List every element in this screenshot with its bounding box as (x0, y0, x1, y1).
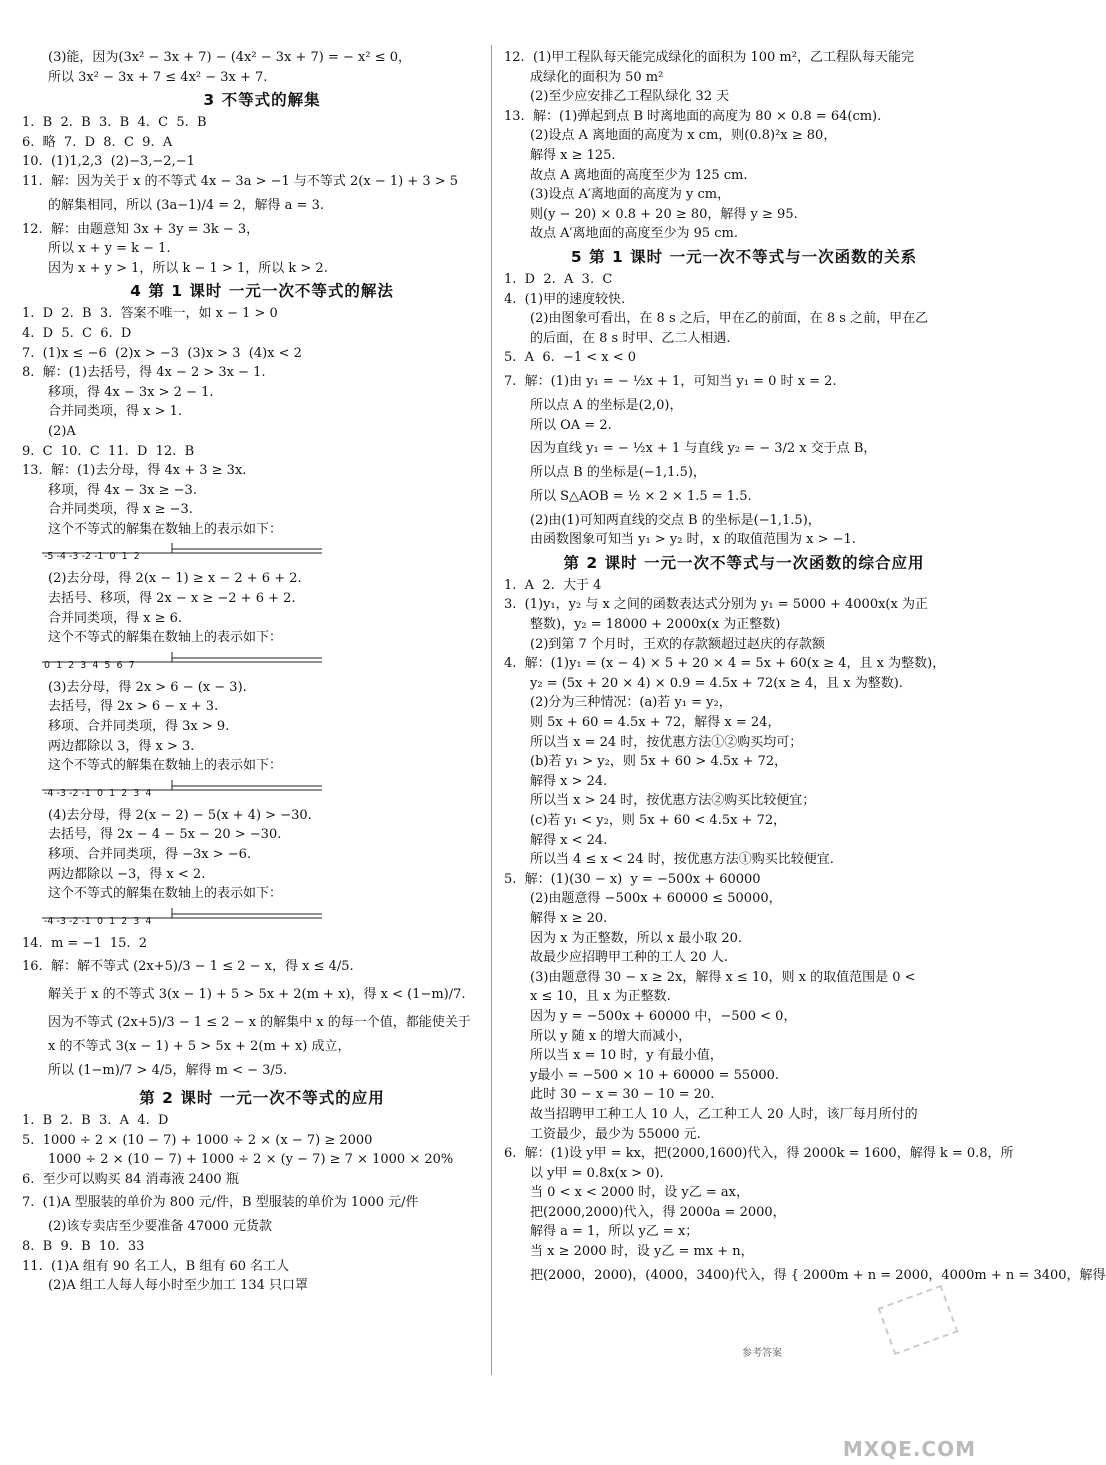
answer-line: 两边都除以 −3，得 x < 2. (48, 866, 206, 882)
answer-line: (3)去分母，得 2x > 6 − (x − 3). (48, 679, 247, 695)
left-column (22, 48, 502, 1296)
answer-line: 所以当 x = 24 时，按优惠方法①②购买均可； (530, 734, 803, 750)
answer-line: 的解集相同，所以 (3a−1)/4 = 2，解得 a = 3. (48, 197, 324, 213)
answer-line: 解得 x ≥ 125. (530, 147, 616, 163)
answer-line: 4. D 5. C 6. D (22, 325, 132, 341)
number-line (22, 650, 502, 676)
right-column (504, 48, 1106, 1290)
answer-line: 1000 ÷ 2 × (10 − 7) + 1000 ÷ 2 × (y − 7) ≥ 7 × 1000 × 20% (48, 1152, 454, 1168)
answer-line: 6. 略 7. D 8. C 9. A (22, 134, 173, 150)
answer-line: 所以 (1−m)/7 > 4/5，解得 m < − 3/5. (48, 1062, 288, 1078)
answer-line: y₂ = (5x + 20 × 4) × 0.9 = 4.5x + 72(x ≥ 4，且 x 为整数). (530, 675, 903, 691)
answer-line: 1. A 2. 大于 4 (504, 577, 602, 593)
answer-line: 合并同类项，得 x ≥ −3. (48, 502, 193, 518)
answer-line: 所以点 A 的坐标是(2,0)， (530, 397, 683, 413)
answer-line: (2)到第 7 个月时，王欢的存款额超过赵庆的存款额 (530, 636, 825, 652)
section-heading: 3 不等式的解集 (203, 91, 321, 110)
answer-line: 所以当 x = 10 时，y 有最小值， (530, 1048, 723, 1064)
answer-line: 当 0 < x < 2000 时，设 y乙 = ax， (530, 1185, 749, 1201)
answer-line: 5. 1000 ÷ 2 × (10 − 7) + 1000 ÷ 2 × (x − 7) ≥ 2000 (22, 1132, 373, 1148)
answer-line: 7. (1)x ≤ −6 (2)x > −3 (3)x > 3 (4)x < 2 (22, 345, 302, 361)
answer-line: (2)该专卖店至少要准备 47000 元货款 (48, 1219, 273, 1235)
answer-line: 移项、合并同类项，得 3x > 9. (48, 719, 230, 735)
answer-line: 解得 x ≥ 20. (530, 910, 608, 926)
answer-line: 合并同类项，得 x ≥ 6. (48, 610, 183, 626)
answer-line: 12. 解：由题意知 3x + 3y = 3k − 3， (22, 221, 260, 237)
answer-line: 这个不等式的解集在数轴上的表示如下： (48, 758, 283, 774)
answer-line: 以 y甲 = 0.8x(x > 0). (530, 1165, 664, 1181)
number-line (22, 778, 502, 804)
answer-line: 整数)，y₂ = 18000 + 2000x(x 为正整数) (530, 617, 781, 633)
answer-line: (2)至少应安排乙工程队绿化 32 天 (530, 89, 730, 105)
answer-line: 7. 解：(1)由 y₁ = − ½x + 1，可知当 y₁ = 0 时 x = 2. (504, 373, 837, 389)
answer-line: 这个不等式的解集在数轴上的表示如下： (48, 886, 283, 902)
number-line (22, 541, 502, 567)
answer-line: 1. B 2. B 3. B 4. C 5. B (22, 115, 207, 131)
answer-line: 这个不等式的解集在数轴上的表示如下： (48, 630, 283, 646)
answer-line: (3)设点 A′离地面的高度为 y cm， (530, 187, 731, 203)
answer-line: 移项，得 4x − 3x > 2 − 1. (48, 384, 214, 400)
answer-line: x 的不等式 3(x − 1) + 5 > 5x + 2(m + x) 成立， (48, 1039, 351, 1055)
answer-line: 把(2000,2000)代入，得 2000a = 2000， (530, 1204, 786, 1220)
answer-line: 16. 解：解不等式 (2x+5)/3 − 1 ≤ 2 − x，得 x ≤ 4/5. (22, 959, 354, 975)
answer-line: 所以 3x² − 3x + 7 ≤ 4x² − 3x + 7. (48, 69, 268, 85)
answer-line: 此时 30 − x = 30 − 10 = 20. (530, 1087, 715, 1103)
answer-line: (2)由(1)可知两直线的交点 B 的坐标是(−1,1.5)， (530, 512, 821, 528)
answer-line: 故当招聘甲工种工人 10 人，乙工种工人 20 人时，该厂每月所付的 (530, 1106, 918, 1122)
answer-line: 6. 至少可以购买 84 消毒液 2400 瓶 (22, 1171, 239, 1187)
footer-label: 参考答案 (742, 1348, 782, 1359)
answer-line: 4. (1)甲的速度较快. (504, 291, 626, 307)
answer-line: (3)由题意得 30 − x ≥ 2x，解得 x ≤ 10，则 x 的取值范围是 0 < (530, 969, 916, 985)
answer-line: 工资最少，最少为 55000 元. (530, 1126, 701, 1142)
answer-line: 所以 S△AOB = ½ × 2 × 1.5 = 1.5. (530, 488, 752, 504)
answer-line: 去括号，得 2x − 4 − 5x − 20 > −30. (48, 827, 282, 843)
answer-line: 因为不等式 (2x+5)/3 − 1 ≤ 2 − x 的解集中 x 的每一个值，都能使关于 (48, 1015, 471, 1031)
answer-line: (c)若 y₁ < y₂，则 5x + 60 < 4.5x + 72， (530, 813, 787, 828)
answer-line: 由函数图象可知当 y₁ > y₂ 时，x 的取值范围为 x > −1. (530, 532, 856, 548)
answer-line: 合并同类项，得 x > 1. (48, 404, 183, 420)
answer-line: 故点 A 离地面的高度至少为 125 cm. (530, 167, 748, 183)
answer-line: 两边都除以 3，得 x > 3. (48, 738, 195, 754)
answer-line: 13. 解：(1)去分母，得 4x + 3 ≥ 3x. (22, 463, 247, 479)
answer-line: 1. D 2. B 3. 答案不唯一，如 x − 1 > 0 (22, 306, 278, 322)
number-line-labels: 0 1 2 3 4 5 6 7 (44, 659, 135, 671)
answer-line: 移项、合并同类项，得 −3x > −6. (48, 847, 252, 862)
answer-line: 所以当 x > 24 时，按优惠方法②购买比较便宜； (530, 793, 816, 809)
answer-line: 7. (1)A 型服装的单价为 800 元/件，B 型服装的单价为 1000 元/件 (22, 1195, 419, 1211)
answer-line: 因为 x 为正整数，所以 x 最小取 20. (530, 930, 742, 946)
answer-line: 成绿化的面积为 50 m² (530, 69, 664, 85)
section-heading: 第 2 课时 一元一次不等式与一次函数的综合应用 (563, 553, 925, 572)
answer-line: (2)A (48, 423, 76, 439)
answer-line: 这个不等式的解集在数轴上的表示如下： (48, 521, 283, 537)
answer-line: 故点 A′离地面的高度至少为 95 cm. (530, 226, 739, 242)
answer-line: 11. 解：因为关于 x 的不等式 4x − 3a > −1 与不等式 2(x − 1) + 3 > 5 (22, 173, 459, 189)
number-line-labels: -4 -3 -2 -1 0 1 2 3 4 (44, 787, 152, 799)
answer-line: 解关于 x 的不等式 3(x − 1) + 5 > 5x + 2(m + x)，得 x < (1−m)/7. (48, 987, 466, 1003)
answer-line: 去括号，得 2x > 6 − x + 3. (48, 699, 219, 715)
answer-line: 11. (1)A 组有 90 名工人，B 组有 60 名工人 (22, 1258, 290, 1274)
answer-line: 3. (1)y₁，y₂ 与 x 之间的函数表达式分别为 y₁ = 5000 + 4000x(x 为正 (504, 597, 928, 613)
answer-line: 所以 OA = 2. (530, 417, 612, 433)
answer-line: 5. A 6. −1 < x < 0 (504, 350, 637, 366)
answer-line: 5. 解：(1)(30 − x) y = −500x + 60000 (504, 871, 761, 887)
answer-line: (2)去分母，得 2(x − 1) ≥ x − 2 + 6 + 2. (48, 571, 302, 587)
answer-line: (b)若 y₁ > y₂，则 5x + 60 > 4.5x + 72， (530, 754, 788, 770)
answer-line: (3)能，因为(3x² − 3x + 7) − (4x² − 3x + 7) = − x² ≤ 0， (48, 50, 412, 65)
answer-line: 解得 a = 1，所以 y乙 = x； (530, 1224, 699, 1240)
answer-line: 因为直线 y₁ = − ½x + 1 与直线 y₂ = − 3/2 x 交于点 B， (530, 441, 877, 457)
answer-line: 6. 解：(1)设 y甲 = kx，把(2000,1600)代入，得 2000k = 1600，解得 k = 0.8，所 (504, 1146, 1014, 1162)
watermark-text: MXQE.COM (842, 1437, 976, 1461)
section-heading: 第 2 课时 一元一次不等式的应用 (139, 1088, 385, 1107)
answer-line: 则 5x + 60 = 4.5x + 72，解得 x = 24， (530, 715, 781, 731)
answer-line: 所以点 B 的坐标是(−1,1.5)， (530, 465, 706, 481)
answer-line: 去括号、移项，得 2x − x ≥ −2 + 6 + 2. (48, 591, 296, 607)
answer-line: (2)A 组工人每人每小时至少加工 134 只口罩 (48, 1278, 309, 1294)
answer-line: 故最少应招聘甲工种的工人 20 人. (530, 950, 728, 966)
answer-line: 把(2000，2000)，(4000，3400)代入，得 { 2000m + n = 2000，4000m + n = 3400，解得 (530, 1267, 1106, 1283)
answer-line: (2)设点 A 离地面的高度为 x cm，则(0.8)²x ≥ 80， (530, 128, 837, 144)
number-line-labels: -5 -4 -3 -2 -1 0 1 2 (44, 551, 140, 563)
answer-line: 所以 y 随 x 的增大而减小， (530, 1028, 692, 1044)
answer-line: 13. 解：(1)弹起到点 B 时离地面的高度为 80 × 0.8 = 64(cm). (504, 108, 882, 124)
answer-line: 1. B 2. B 3. A 4. D (22, 1112, 169, 1128)
answer-line: 12. (1)甲工程队每天能完成绿化的面积为 100 m²，乙工程队每天能完 (504, 50, 914, 65)
answer-line: (2)由题意得 −500x + 60000 ≤ 50000， (530, 891, 782, 907)
answer-line: (2)分为三种情况：(a)若 y₁ = y₂， (530, 695, 732, 711)
answer-line: 9. C 10. C 11. D 12. B (22, 443, 195, 459)
answer-line: 解得 x < 24. (530, 832, 608, 848)
answer-line: x ≤ 10，且 x 为正整数. (530, 989, 671, 1005)
answer-line: 当 x ≥ 2000 时，设 y乙 = mx + n， (530, 1244, 754, 1260)
section-heading: 4 第 1 课时 一元一次不等式的解法 (130, 282, 394, 301)
answer-line: 解得 x > 24. (530, 773, 608, 789)
answer-line: 的后面，在 8 s 时甲、乙二人相遇. (530, 330, 731, 346)
answer-line: 所以当 4 ≤ x < 24 时，按优惠方法①购买比较便宜. (530, 852, 834, 868)
stamp-mark (877, 1285, 958, 1355)
answer-line: 所以 x + y = k − 1. (48, 241, 171, 257)
section-heading: 5 第 1 课时 一元一次不等式与一次函数的关系 (570, 247, 918, 266)
answer-line: 8. B 9. B 10. 33 (22, 1238, 145, 1254)
answer-line: 14. m = −1 15. 2 (22, 935, 148, 951)
answer-line: 8. 解：(1)去括号，得 4x − 2 > 3x − 1. (22, 365, 266, 381)
answer-line: 1. D 2. A 3. C (504, 271, 613, 287)
number-line-labels: -4 -3 -2 -1 0 1 2 3 4 (44, 915, 152, 927)
answer-line: (4)去分母，得 2(x − 2) − 5(x + 4) > −30. (48, 807, 312, 823)
answer-line: 因为 x + y > 1，所以 k − 1 > 1，所以 k > 2. (48, 260, 328, 276)
answer-line: 则(y − 20) × 0.8 + 20 ≥ 80，解得 y ≥ 95. (530, 206, 798, 222)
answer-line: 因为 y = −500x + 60000 中，−500 < 0， (530, 1008, 797, 1024)
answer-line: 移项，得 4x − 3x ≥ −3. (48, 482, 197, 498)
number-line (22, 906, 502, 932)
answer-line: (2)由图象可看出，在 8 s 之后，甲在乙的前面，在 8 s 之前，甲在乙 (530, 311, 929, 327)
answer-line: 4. 解：(1)y₁ = (x − 4) × 5 + 20 × 4 = 5x + 60(x ≥ 4，且 x 为整数)， (504, 656, 946, 672)
answer-line: y最小 = −500 × 10 + 60000 = 55000. (530, 1067, 780, 1083)
answer-line: 10. (1)1,2,3 (2)−3,−2,−1 (22, 154, 195, 170)
